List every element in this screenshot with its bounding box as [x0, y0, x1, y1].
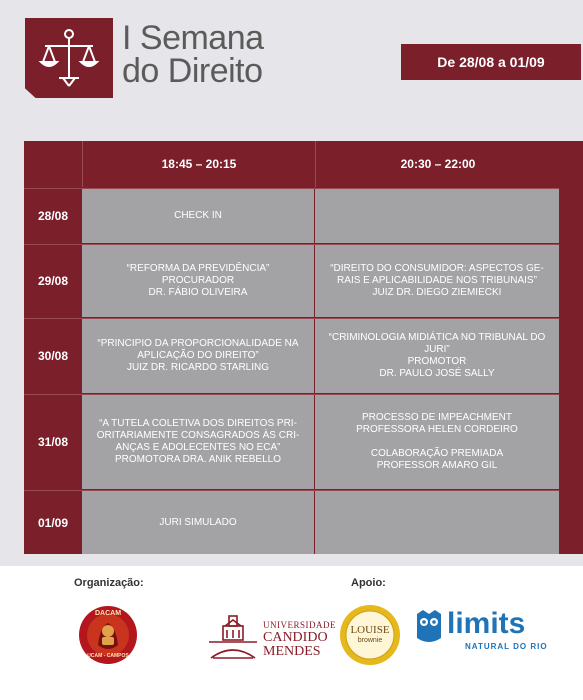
scales-of-justice-icon — [37, 26, 101, 90]
dacam-logo — [78, 605, 138, 665]
dacam-label-bottom: UCAM - CAMPOS — [87, 653, 129, 659]
limits-sub: NATURAL DO RIO — [465, 642, 548, 651]
session-cell: PROCESSO DE IMPEACHMENT PROFESSORA HELEN CORDEIRO COLABORAÇÃO PREMIADA PROFESSOR AMARO GIL — [315, 395, 559, 489]
justice-logo — [25, 18, 113, 98]
day-label: 01/09 — [37, 515, 69, 530]
day-label: 28/08 — [37, 209, 69, 223]
event-title-line1: I Semana — [122, 19, 264, 57]
ucam-line2: CANDIDO — [263, 630, 328, 645]
session-cell: CHECK IN — [82, 189, 314, 243]
event-title — [122, 19, 264, 90]
session-cell: “CRIMINOLOGIA MIDIÁTICA NO TRIBUNAL DO JURI” PROMOTOR DR. PAULO JOSÉ SALLY — [315, 319, 559, 393]
day-label: 30/08 — [37, 349, 69, 363]
session-cell: “PRINCIPIO DA PROPORCIONALIDADE NA APLICAÇÃO DO DIREITO” JUIZ DR. RICARDO STARLING — [82, 319, 314, 393]
university-building-icon — [205, 612, 261, 662]
session-cell: “DIREITO DO CONSUMIDOR: ASPECTOS GE- RAIS E APLICABILIDADE NOS TRIBUNAIS” JUIZ DR. DIEGO ZIEMIECKI — [315, 245, 559, 317]
limits-owl-icon — [413, 608, 445, 644]
session-cell: JURI SIMULADO — [82, 491, 314, 554]
ucam-line1: UNIVERSIDADE — [263, 620, 336, 630]
limits-name: limits — [447, 607, 526, 640]
session-cell — [315, 189, 559, 243]
time-slot-header-1: 18:45 – 20:15 — [82, 141, 315, 187]
ucam-logo — [205, 612, 336, 662]
louise-brownie-logo — [339, 604, 401, 666]
session-cell: “A TUTELA COLETIVA DOS DIREITOS PRI- ORITARIAMENTE CONSAGRADOS ÀS CRI- ANÇAS E ADOLECENTES NO ECA” PROMOTORA DRA. ANIK REBELLO — [82, 395, 314, 489]
day-label: 31/08 — [37, 435, 69, 449]
date-range-badge: De 28/08 a 01/09 — [401, 44, 581, 80]
limits-logo — [413, 608, 553, 658]
louise-sub: brownie — [357, 637, 383, 644]
louise-name: LOUISE — [350, 624, 390, 636]
ucam-line3: MENDES — [263, 644, 321, 659]
session-cell: “REFORMA DA PREVIDÊNCIA” PROCURADOR DR. FÁBIO OLIVEIRA — [82, 245, 314, 317]
time-slot-header-2: 20:30 – 22:00 — [315, 141, 560, 187]
event-title-line2: do Direito — [122, 52, 263, 90]
dacam-label-top: DACAM — [94, 610, 122, 617]
day-label: 29/08 — [37, 274, 69, 288]
session-cell — [315, 491, 559, 554]
organization-label: Organização: — [74, 577, 144, 589]
support-label: Apoio: — [351, 577, 386, 589]
